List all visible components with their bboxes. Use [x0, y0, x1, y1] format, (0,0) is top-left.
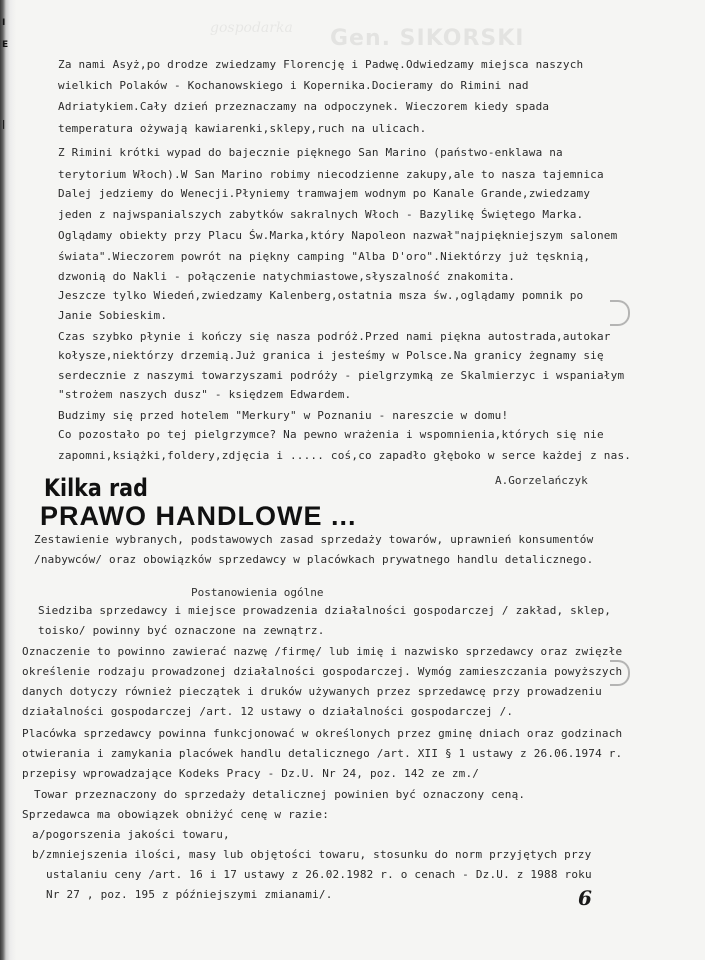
paper-clip-mark — [610, 660, 630, 686]
article1-line: Za nami Asyż,po drodze zwiedzamy Florencję i Padwę.Odwiedzamy miejsca naszych — [58, 58, 584, 71]
article2-intro-line: Zestawienie wybranych, podstawowych zasad sprzedaży towarów, uprawnień konsumentów — [34, 533, 594, 546]
article1-author: A.Gorzelańczyk — [495, 474, 588, 487]
article2-body-line: przepisy wprowadzające Kodeks Pracy - Dz.U. Nr 24, poz. 142 ze zm./ — [22, 767, 480, 780]
section-title: Postanowienia ogólne — [191, 586, 324, 599]
article2-body-line: Placówka sprzedawcy powinna funkcjonować w określonych przez gminę dniach oraz godzinach — [22, 727, 623, 740]
article2-body-line: określenie rodzaju prowadzonej działalności gospodarczej. Wymóg zamieszczania powyższych — [22, 665, 623, 678]
article1-line: Jeszcze tylko Wiedeń,zwiedzamy Kalenberg,ostatnia msza św.,oglądamy pomnik po — [58, 289, 584, 302]
article1-line: serdecznie z naszymi towarzyszami podróży - pielgrzymką ze Skalmierzyc i wspaniałym — [58, 369, 625, 382]
article1-line: Czas szybko płynie i kończy się nasza podróż.Przed nami piękna autostrada,autokar — [58, 330, 611, 343]
binding-mark: I — [2, 18, 6, 28]
paper-clip-mark — [610, 300, 630, 326]
article2-body-line: Towar przeznaczony do sprzedaży detalicznej powinien być oznaczony ceną. — [34, 788, 526, 801]
article1-line: kołysze,niektórzy drzemią.Już granica i jesteśmy w Polsce.Na granicy żegnamy się — [58, 349, 604, 362]
article1-line: Z Rimini krótki wypad do bajecznie pięknego San Marino (państwo-enklawa na — [58, 146, 563, 159]
article1-line: zapomni,książki,foldery,zdjęcia i ..... coś,co zapadło głęboko w serce każdej z nas. — [58, 449, 632, 462]
article2-heading-large: PRAWO HANDLOWE ... — [40, 501, 357, 531]
article2-body-line: b/zmniejszenia ilości, masy lub objętości towaru, stosunku do norm przyjętych przy — [32, 848, 592, 861]
article2-body-line: Nr 27 , poz. 195 z późniejszymi zmianami/. — [46, 888, 333, 901]
article2-body-line: ustalaniu ceny /art. 16 i 17 ustawy z 26.02.1982 r. o cenach - Dz.U. z 1988 roku — [46, 868, 592, 881]
article2-heading-small: Kilka rad — [44, 474, 148, 502]
article1-line: temperatura ożywają kawiarenki,sklepy,ruch na ulicach. — [58, 122, 427, 135]
article1-line: Oglądamy obiekty przy Placu Św.Marka,który Napoleon nazwał"najpiękniejszym salonem — [58, 229, 618, 242]
article1-line: wielkich Polaków - Kochanowskiego i Kopernika.Docieramy do Rimini nad — [58, 79, 529, 92]
article1-line: Janie Sobieskim. — [58, 309, 168, 322]
article2-body-line: danych dotyczy również pieczątek i druków używanych przez sprzedawcę przy prowadzeniu — [22, 685, 602, 698]
article1-line: Co pozostało po tej pielgrzymce? Na pewno wrażenia i wspomnienia,których się nie — [58, 428, 604, 441]
article1-line: Dalej jedziemy do Wenecji.Płyniemy tramwajem wodnym po Kanale Grande,zwiedzamy — [58, 187, 591, 200]
article2-body-line: działalności gospodarczej /art. 12 ustawy o działalności gospodarczej /. — [22, 705, 514, 718]
article2-intro-line: /nabywców/ oraz obowiązków sprzedawcy w placówkach prywatnego handlu detalicznego. — [34, 553, 594, 566]
binding-mark: E — [2, 40, 9, 50]
article1-line: "strożem naszych dusz" - księdzem Edwardem. — [58, 388, 352, 401]
article2-body-line: Oznaczenie to powinno zawierać nazwę /firmę/ lub imię i nazwisko sprzedawcy oraz zwięzłe — [22, 645, 623, 658]
article2-body-line: Sprzedawca ma obowiązek obniżyć cenę w razie: — [22, 808, 330, 821]
article1-line: świata".Wieczorem powrót na piękny camping "Alba D'oro".Niektórzy już tęsknią, — [58, 250, 591, 263]
article1-line: dzwonią do Nakli - połączenie natychmiastowe,słyszalność znakomita. — [58, 270, 516, 283]
article2-body-line: Siedziba sprzedawcy i miejsce prowadzenia działalności gospodarczej / zakład, sklep, — [38, 604, 612, 617]
article1-line: terytorium Włoch).W San Marino robimy niecodzienne zakupy,ale to nasza tajemnica — [58, 168, 604, 181]
article2-body-line: otwierania i zamykania placówek handlu detalicznego /art. XII § 1 ustawy z 26.06.1974 r. — [22, 747, 623, 760]
bleed-through-heading: Gen. SIKORSKI — [330, 26, 525, 51]
article2-body-line: a/pogorszenia jakości towaru, — [32, 828, 230, 841]
article1-line: jeden z najwspanialszych zabytków sakralnych Włoch - Bazylikę Świętego Marka. — [58, 208, 584, 221]
article1-line: Budzimy się przed hotelem "Merkury" w Poznaniu - nareszcie w domu! — [58, 409, 509, 422]
page-number: 6 — [578, 886, 592, 910]
article1-line: Adriatykiem.Cały dzień przeznaczamy na odpoczynek. Wieczorem kiedy spada — [58, 100, 550, 113]
bleed-through-text: gospodarka — [210, 20, 293, 36]
binding-mark: | — [2, 120, 6, 130]
article2-body-line: toisko/ powinny być oznaczone na zewnątrz. — [38, 624, 325, 637]
binding-edge — [0, 0, 16, 960]
